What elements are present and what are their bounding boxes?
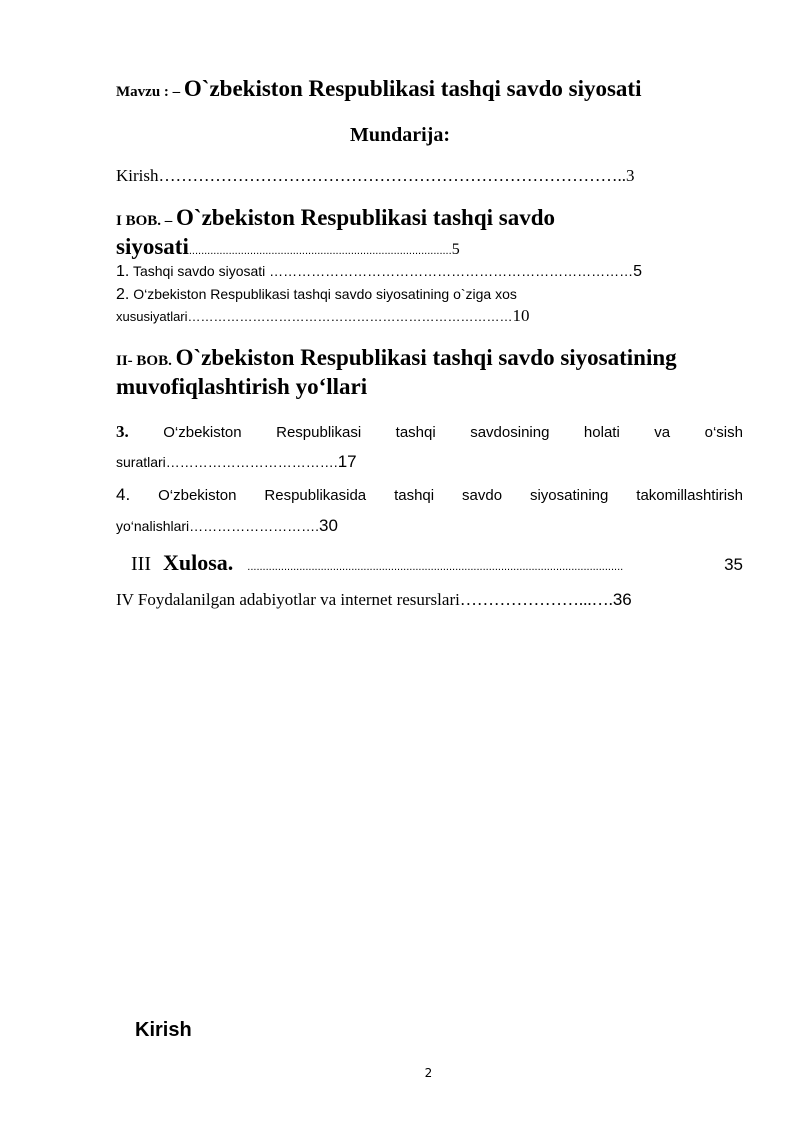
item4-word: tashqi — [394, 487, 435, 504]
references-page: 36 — [612, 590, 632, 609]
toc-leader-dots: ………………………………. — [165, 454, 338, 470]
conclusion-label: Xulosa. — [162, 550, 234, 575]
toc-leader-dots: …………………...…. — [459, 590, 613, 609]
item1-number: 1. — [116, 263, 130, 280]
page-number: 2 — [424, 1066, 433, 1080]
item2-page: 10 — [512, 306, 530, 325]
item4-number: 4. — [116, 485, 131, 504]
toc-entry-item3-cont — [116, 452, 357, 472]
toc-leader-dots: …………………………………………………………………… — [269, 263, 634, 279]
conclusion-page: 35 — [724, 555, 743, 574]
title-prefix: Mavzu : – — [116, 84, 184, 100]
toc-entry-intro-page: 3 — [626, 166, 635, 185]
item1-text: Tashqi savdo siyosati — [129, 263, 270, 279]
references-text: IV Foydalanilgan adabiyotlar va internet resurslari — [116, 590, 460, 609]
item3-word: o‘sish — [704, 424, 743, 441]
item2-text-line1: O‘zbekiston Respublikasi tashqi savdo siyosatining o`ziga xos — [129, 286, 517, 302]
toc-leader-dots: ………………………………………………………………… — [187, 309, 513, 324]
chapter1-title-line2: siyosati — [116, 234, 189, 259]
toc-entry-item2 — [116, 286, 517, 304]
toc-entry-conclusion — [131, 550, 743, 576]
toc-entry-item1 — [116, 263, 642, 281]
item3-word: tashqi — [395, 424, 436, 441]
toc-entry-chapter2 — [116, 345, 677, 371]
item4-line2: yo‘nalishlari — [116, 518, 190, 534]
item4-word: takomillashtirish — [636, 487, 743, 504]
item1-page: 5 — [633, 263, 643, 280]
toc-entry-intro — [116, 166, 635, 186]
toc-entry-chapter1 — [116, 205, 555, 231]
item3-word: Respublikasi — [276, 424, 362, 441]
item3-word: va — [654, 424, 671, 441]
toc-leader-dots: ………………………. — [189, 518, 320, 534]
chapter2-title-line2: muvofiqlashtirish yo‘llari — [116, 374, 368, 399]
item2-text-line2: xususiyatlari — [116, 309, 188, 324]
toc-entry-item4-cont — [116, 516, 338, 536]
item3-line2: suratlari — [116, 454, 166, 470]
item4-word: Respublikasida — [264, 487, 367, 504]
item3-number: 3. — [116, 422, 129, 441]
toc-leader-dots: ........................................................................................................................... — [247, 561, 624, 573]
chapter1-prefix: I BOB. – — [116, 213, 177, 229]
toc-entry-item4 — [116, 485, 743, 505]
toc-entry-item2-cont — [116, 306, 530, 326]
toc-entry-item3 — [116, 422, 743, 442]
item2-number: 2. — [116, 286, 130, 303]
conclusion-roman: III — [131, 553, 151, 575]
section-heading-intro: Kirish — [135, 1019, 192, 1041]
chapter2-title-line1: O`zbekiston Respublikasi tashqi savdo siyosatining — [175, 345, 677, 370]
chapter2-prefix: II- BOB. — [116, 353, 176, 369]
toc-entry-intro-label: Kirish — [116, 166, 159, 185]
item4-word: savdo — [462, 487, 503, 504]
toc-leader-dots: ……………………………………………………………………….. — [158, 166, 626, 185]
document-title — [116, 76, 641, 102]
toc-heading: Mundarija: — [350, 124, 450, 146]
toc-leader-dots: ...................................................................................... — [188, 245, 452, 257]
item3-word: holati — [583, 424, 620, 441]
chapter1-title-line1: O`zbekiston Respublikasi tashqi savdo — [176, 205, 555, 230]
chapter1-page: 5 — [451, 241, 460, 258]
item4-word: siyosatining — [529, 487, 609, 504]
item3-word: savdosining — [470, 424, 550, 441]
item4-word: O‘zbekiston — [158, 487, 237, 504]
item4-page: 30 — [319, 516, 338, 535]
toc-entry-references — [116, 590, 632, 610]
item3-word: O‘zbekiston — [163, 424, 242, 441]
title-main: O`zbekiston Respublikasi tashqi savdo siyosati — [183, 76, 642, 101]
item3-page: 17 — [337, 452, 357, 471]
toc-entry-chapter1-cont — [116, 234, 460, 260]
